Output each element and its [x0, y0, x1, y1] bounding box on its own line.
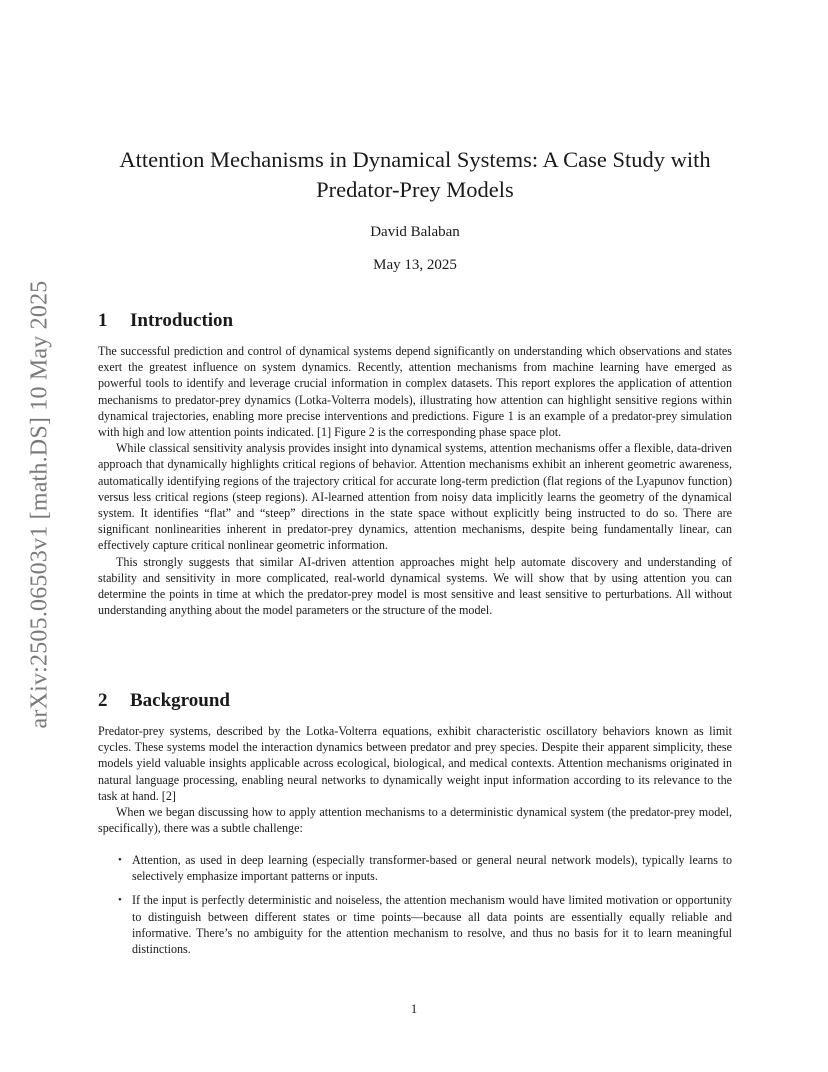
paragraph: This strongly suggests that similar AI-driven attention approaches might help automate discovery and understanding of stability and sensitivity in more complicated, real-world dynamical systems. We will show that by using attention you can determine the points in time at which the predator-prey model is most sensitive and least sensitive to perturbations. All without understanding anything about the model parameters or the structure of the model.: [98, 554, 732, 618]
arxiv-identifier-text: arXiv:2505.06503v1 [math.DS] 10 May 2025: [26, 280, 53, 728]
paper-date: May 13, 2025: [373, 257, 457, 273]
list-item-text: If the input is perfectly deterministic and noiseless, the attention mechanism would have limited motivation or opportunity to distinguish between different states or time points—because all data points are essentially equally reliable and informative. There’s no ambiguity for the attention mechanism to resolve, and thus no basis for it to learn meaningful distinctions.: [132, 893, 732, 957]
list-item: [98, 892, 732, 957]
page-number: 1: [410, 1002, 418, 1016]
section-number: 1: [98, 310, 108, 331]
paragraph: While classical sensitivity analysis provides insight into dynamical systems, attention mechanisms offer a flexible, data-driven approach that dynamically highlights critical regions of behavior. Attention mechanisms exhibit an inherent geometric awareness, automatically identifying regions of the trajectory critical for accurate long-term prediction (flat regions of the Lyapunov function) versus less critical regions (steep regions). AI-learned attention from noisy data implicitly learns the geometry of the dynamical system. It identifies “flat” and “steep” directions in the state space without explicitly being instructed to do so. There are significant nonlinearities inherent in predator-prey dynamics, attention mechanisms, despite being fundamentally linear, can effectively capture critical nonlinear geometric information.: [98, 441, 732, 553]
paragraph: Predator-prey systems, described by the Lotka-Volterra equations, exhibit characteristic oscillatory behaviors known as limit cycles. These systems model the interaction dynamics between predator and prey species. Despite their apparent simplicity, these models yield valuable insights applicable across ecological, biological, and medical contexts. Attention mechanisms originated in natural language processing, enabling neural networks to dynamically weight input information according to its relevance to the task at hand. [2]: [98, 724, 732, 803]
list-item: [98, 852, 732, 884]
section-title: Background: [130, 690, 230, 711]
arxiv-identifier-stamp: [4, 264, 76, 744]
bullet-icon: •: [118, 854, 122, 866]
paragraph: The successful prediction and control of dynamical systems depend significantly on understanding which observations and states exert the greatest influence on system dynamics. Recently, attention mechanisms from machine learning have emerged as powerful tools to identify and leverage crucial information in complex datasets. This report explores the application of attention mechanisms to predator-prey dynamics (Lotka-Volterra models), illustrating how attention can highlight sensitive regions within dynamical trajectories, enabling more precise interventions and predictions. Figure 1 is an example of a predator-prey simulation with high and low attention points indicated. [1] Figure 2 is the corresponding phase space plot.: [98, 344, 732, 440]
section-number: 2: [98, 690, 108, 711]
paragraph: When we began discussing how to apply attention mechanisms to a deterministic dynamical system (the predator-prey model, specifically), there was a subtle challenge:: [98, 805, 732, 836]
paper-title: Attention Mechanisms in Dynamical Systems: A Case Study with Predator-Prey Models: [119, 147, 711, 202]
section-heading-introduction: [98, 309, 233, 333]
bullet-icon: •: [118, 894, 122, 907]
paper-author: David Balaban: [370, 224, 460, 240]
section-title: Introduction: [130, 310, 234, 331]
section-heading-background: [98, 689, 230, 713]
section-body-background: [98, 723, 732, 836]
bullet-list: [98, 852, 732, 965]
list-item-text: Attention, as used in deep learning (especially transformer-based or general neural network models), typically learns to selectively emphasize important patterns or inputs.: [132, 853, 732, 884]
section-body-introduction: [98, 343, 732, 618]
